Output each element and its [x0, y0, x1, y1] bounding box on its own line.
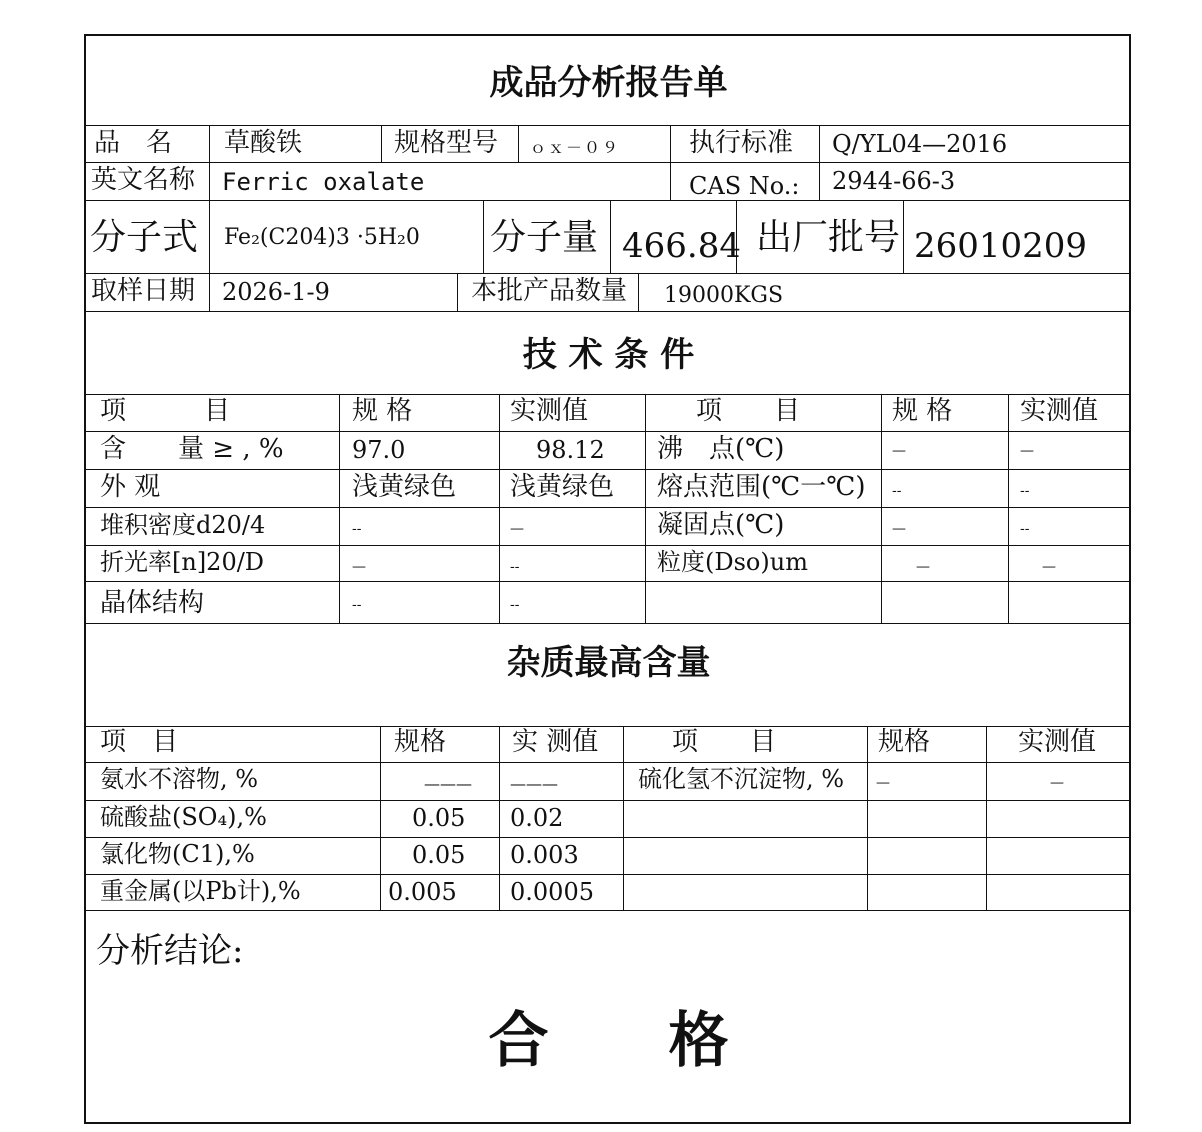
rule: [209, 125, 210, 311]
tech-header-spec: 规 格: [352, 396, 413, 426]
impurity-cell: —: [876, 775, 890, 791]
tech-cell: 浅黄绿色: [510, 472, 615, 502]
impurity-cell: ———: [424, 774, 472, 793]
formula-label: 分子式: [90, 217, 199, 258]
quantity-label: 本批产品数量: [471, 276, 628, 306]
rule: [86, 910, 1131, 911]
impurity-cell: —: [1050, 775, 1064, 791]
tech-header-item: 项 目: [100, 396, 231, 426]
rule: [610, 200, 611, 273]
tech-cell: —: [916, 559, 930, 575]
rule: [670, 125, 671, 200]
tech-cell: —: [1042, 559, 1056, 575]
rule: [867, 726, 868, 910]
rule: [623, 726, 624, 910]
tech-cell: 粒度(Dso)um: [657, 548, 808, 576]
tech-cell: --: [510, 559, 520, 575]
batch-label: 出厂批号: [756, 217, 901, 258]
rule: [86, 800, 1131, 801]
impurity-cell: 硫酸盐(SO₄),%: [100, 803, 267, 831]
rule: [86, 431, 1131, 432]
sample-date-label: 取样日期: [91, 276, 196, 306]
rule: [457, 273, 458, 311]
english-name-label: 英文名称: [91, 165, 196, 195]
rule: [339, 394, 340, 623]
rule: [86, 125, 1131, 126]
impurity-header-item-2: 项 目: [672, 727, 777, 757]
spec-model-value: ｏｘ－０９: [530, 138, 621, 157]
tech-cell: 折光率[n]20/D: [100, 548, 265, 576]
conclusion-result: 合 格: [488, 1006, 729, 1076]
rule: [518, 125, 519, 162]
impurity-cell: 氯化物(C1),%: [100, 840, 255, 868]
impurity-cell: 重金属(以Pb计),%: [100, 877, 301, 905]
tech-cell: 外 观: [100, 472, 161, 502]
mol-weight-label: 分子量: [490, 217, 599, 258]
document-title: 成品分析报告单: [489, 63, 728, 103]
english-name-value: Ferric oxalate: [222, 168, 425, 196]
rule: [86, 837, 1131, 838]
tech-cell: —: [892, 443, 906, 459]
tech-cell: —: [510, 521, 524, 537]
tech-cell: 堆积密度d20/4: [100, 511, 266, 539]
rule: [638, 273, 639, 311]
tech-cell: —: [352, 559, 366, 575]
sample-date-value: 2026-1-9: [222, 278, 330, 306]
impurity-header-spec-2: 规格: [878, 727, 931, 757]
impurity-cell: 0.003: [510, 841, 579, 869]
rule: [645, 394, 646, 623]
rule: [86, 726, 1131, 727]
impurity-cell: 0.0005: [510, 878, 594, 906]
product-name-label: 品 名: [94, 128, 173, 158]
tech-cell: --: [352, 597, 362, 613]
tech-cell: —: [1020, 443, 1034, 459]
tech-header-measured-2: 实测值: [1020, 396, 1099, 426]
tech-header-measured: 实测值: [510, 396, 589, 426]
impurity-cell: 0.05: [412, 841, 466, 869]
rule: [86, 394, 1131, 395]
rule: [381, 125, 382, 162]
rule: [903, 200, 904, 273]
tech-cell: --: [1020, 483, 1030, 499]
impurity-cell: ———: [510, 774, 558, 793]
rule: [86, 545, 1131, 546]
tech-cell: 98.12: [536, 436, 605, 464]
rule: [86, 874, 1131, 875]
tech-cell: 晶体结构: [100, 588, 205, 618]
tech-cell: --: [892, 483, 902, 499]
impurity-cell: 硫化氢不沉淀物, %: [638, 765, 845, 793]
cas-label: CAS No.:: [689, 172, 800, 200]
tech-cell: 沸 点(℃): [657, 434, 785, 464]
report-sheet: [84, 34, 1131, 1124]
rule: [881, 394, 882, 623]
conclusion-label: 分析结论:: [96, 931, 244, 971]
tech-cell: --: [1020, 521, 1030, 537]
batch-value: 26010209: [914, 226, 1088, 266]
impurity-cell: 氨水不溶物, %: [100, 765, 259, 793]
tech-cell: —: [892, 521, 906, 537]
tech-section-title: 技 术 条 件: [522, 335, 695, 375]
impurity-header-item: 项 目: [100, 727, 179, 757]
rule: [86, 273, 1131, 274]
tech-cell: --: [510, 597, 520, 613]
formula-value: Fe₂(C204)3 ·5H₂0: [224, 225, 420, 250]
rule: [483, 200, 484, 273]
tech-cell: 熔点范围(℃一℃): [657, 472, 866, 502]
rule: [86, 469, 1131, 470]
impurity-section-title: 杂质最高含量: [506, 643, 711, 683]
rule: [86, 311, 1131, 312]
tech-cell: 97.0: [352, 436, 406, 464]
tech-cell: 凝固点(℃): [657, 510, 785, 540]
quantity-value: 19000KGS: [664, 283, 784, 308]
rule: [380, 726, 381, 910]
tech-cell: --: [352, 521, 362, 537]
rule: [819, 125, 820, 200]
impurity-header-spec: 规格: [394, 727, 447, 757]
rule: [86, 507, 1131, 508]
tech-header-item-2: 项 目: [696, 396, 801, 426]
mol-weight-value: 466.84: [622, 226, 741, 266]
impurity-cell: 0.02: [510, 804, 564, 832]
rule: [499, 394, 500, 623]
rule: [86, 762, 1131, 763]
product-name-value: 草酸铁: [224, 128, 303, 158]
rule: [86, 581, 1131, 582]
tech-cell: 浅黄绿色: [352, 472, 457, 502]
impurity-header-measured-2: 实测值: [1018, 727, 1097, 757]
impurity-cell: 0.005: [388, 878, 457, 906]
rule: [86, 162, 1131, 163]
cas-value: 2944-66-3: [832, 167, 956, 195]
tech-header-spec-2: 规 格: [892, 396, 953, 426]
rule: [1008, 394, 1009, 623]
tech-cell: 含 量 ≥ , %: [100, 434, 284, 464]
spec-model-label: 规格型号: [394, 128, 499, 158]
rule: [86, 623, 1131, 624]
rule: [499, 726, 500, 910]
standard-label: 执行标准: [689, 128, 794, 158]
impurity-cell: 0.05: [412, 804, 466, 832]
standard-value: Q/YL04—2016: [832, 130, 1008, 158]
rule: [986, 726, 987, 910]
impurity-header-measured: 实 测值: [512, 727, 599, 757]
rule: [86, 200, 1131, 201]
